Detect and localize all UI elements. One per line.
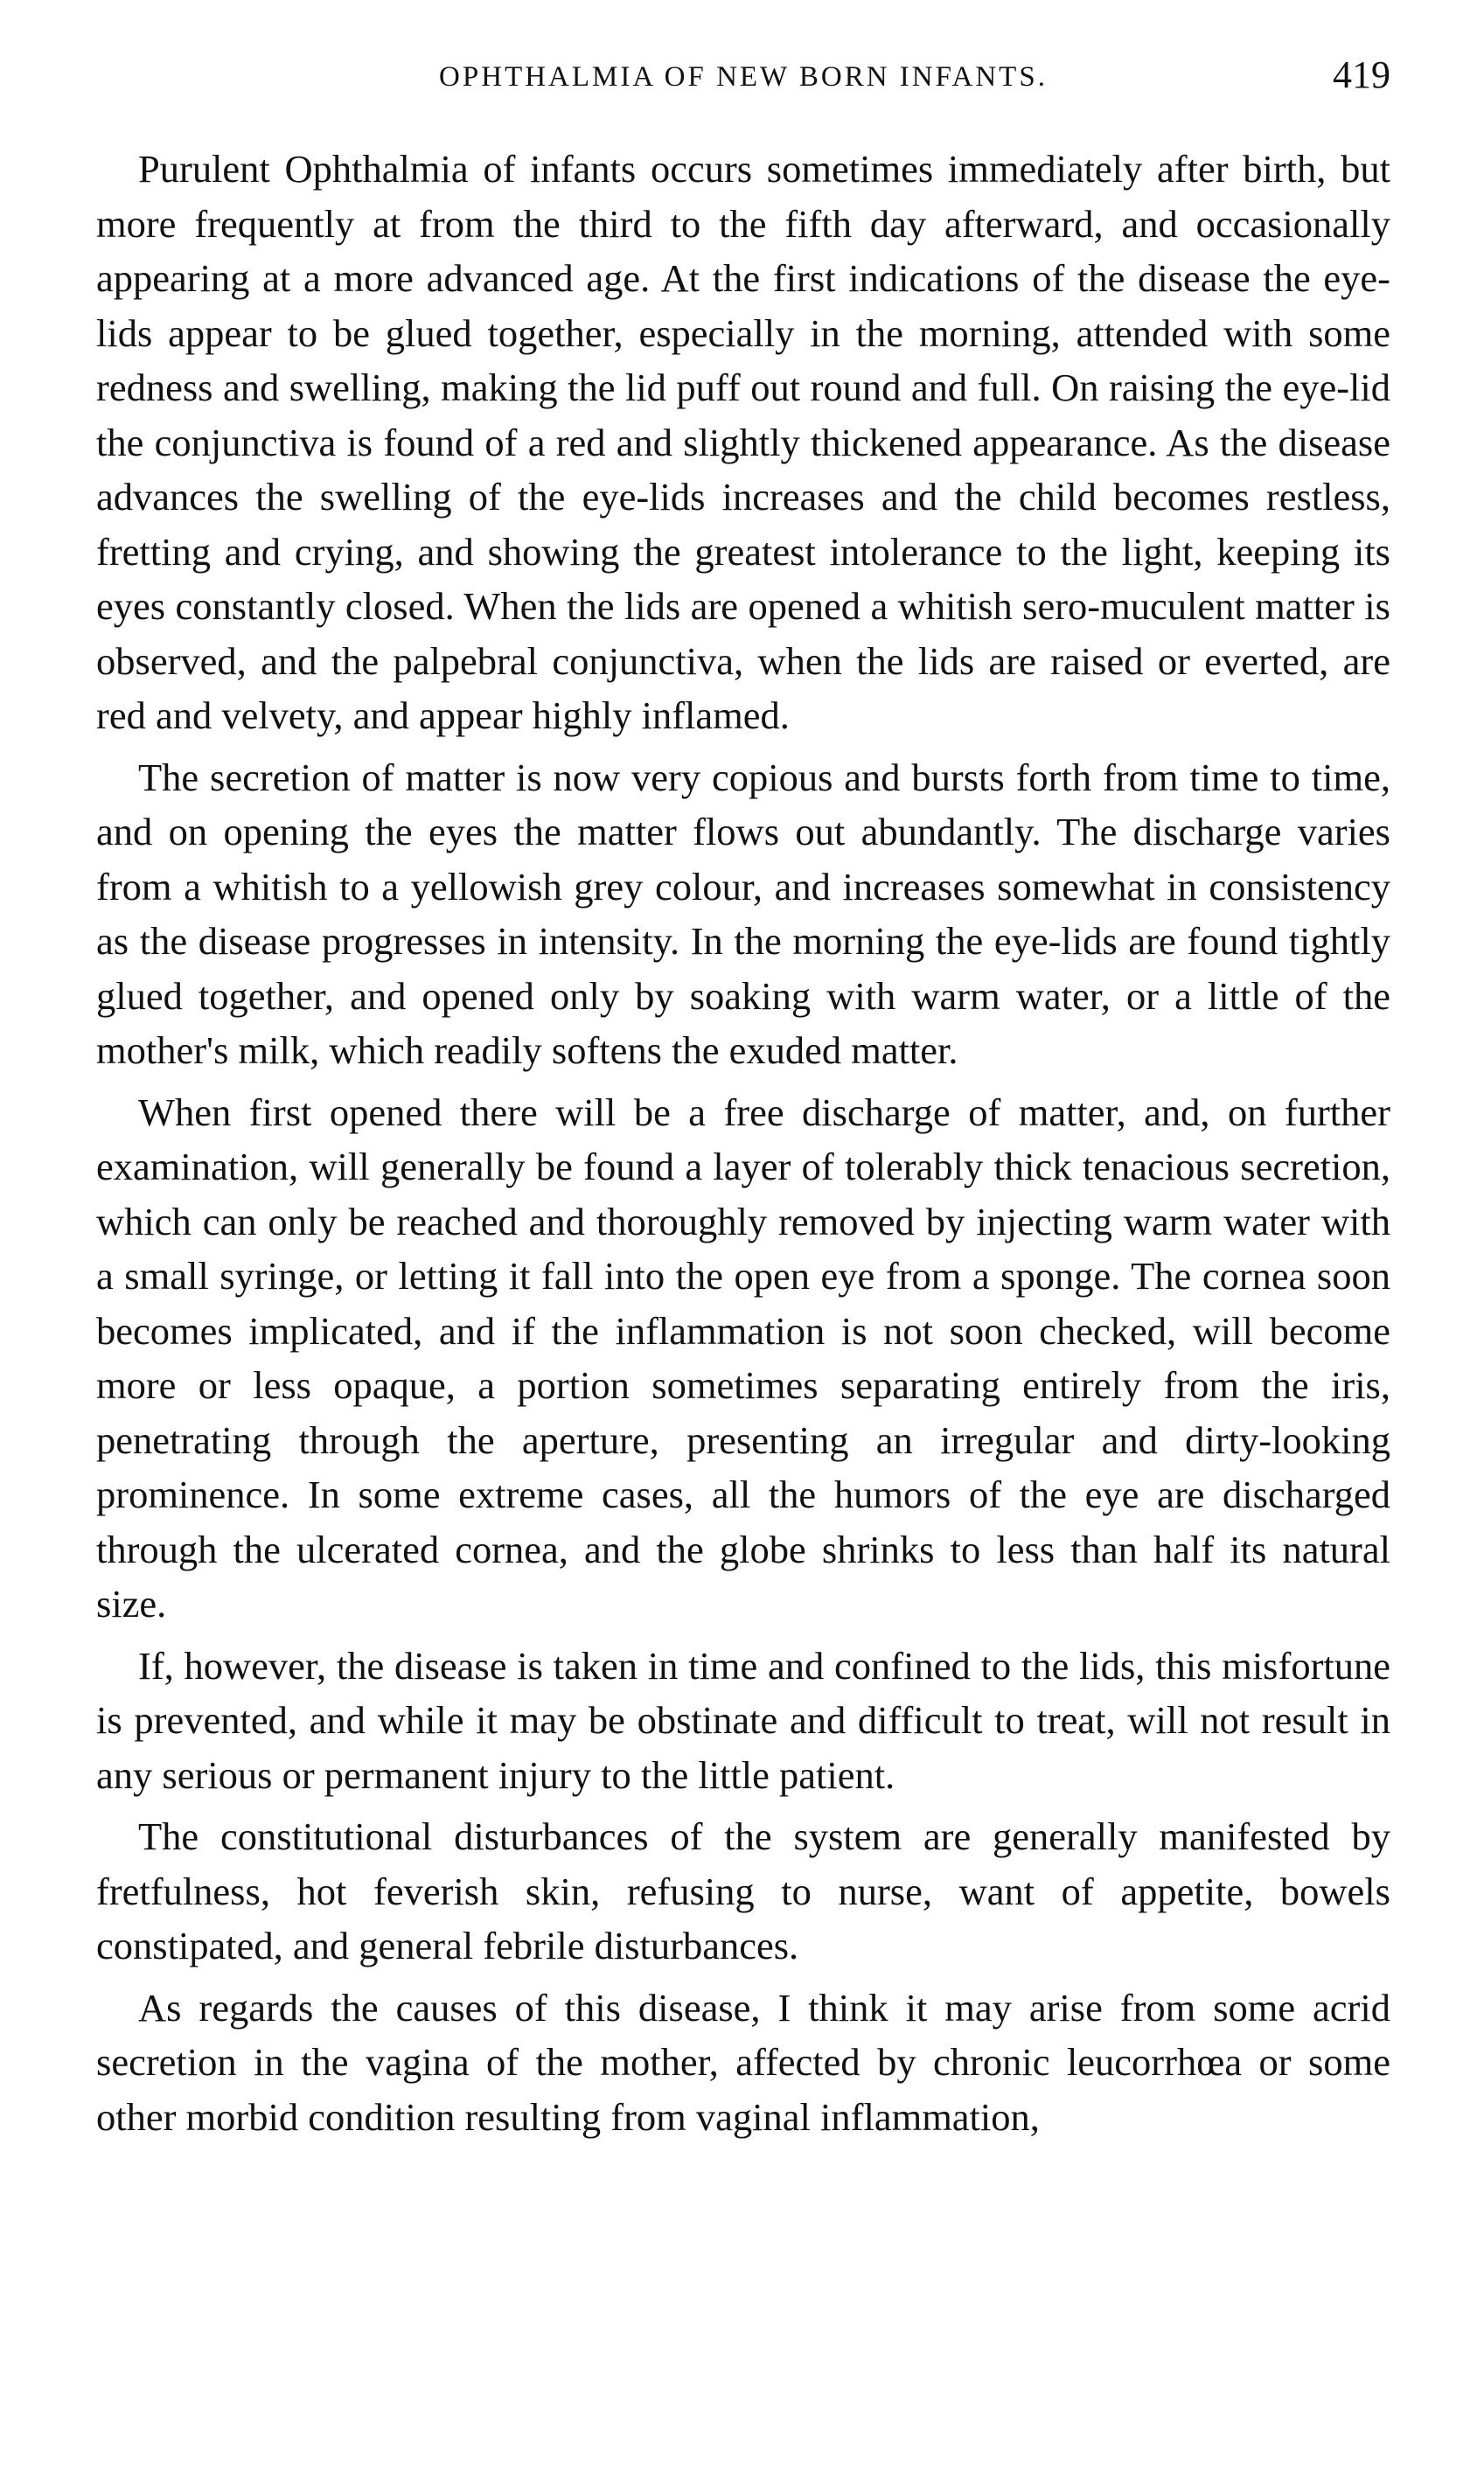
paragraph: If, however, the disease is taken in time and confined to the lids, this misfortune is prevented, and while it may be obstinate and difficult to treat, will not result in any serious or permanent injury to the little patient.	[96, 1643, 1390, 1797]
paragraph: As regards the causes of this disease, I think it may arise from some acrid secretion in the vagina of the mother, affected by chronic leucorrhœa or some other morbid condition resulting from vaginal inflammation,	[96, 1985, 1390, 2139]
body-text	[96, 142, 1390, 2144]
paragraph: Purulent Ophthalmia of infants occurs sometimes immediately after birth, but more frequently at from the third to the fifth day afterward, and occasionally appearing at a more advanced age. At the first indications of the disease the eye-lids appear to be glued together, especially in the morning, attended with some redness and swelling, making the lid puff out round and full. On raising the eye-lid the conjunctiva is found of a red and slightly thickened appearance. As the disease advances the swelling of the eye-lids increases and the child becomes restless, fretting and crying, and showing the greatest intolerance to the light, keeping its eyes constantly closed. When the lids are opened a whitish sero-muculent matter is observed, and the palpebral conjunctiva, when the lids are raised or everted, are red and velvety, and appear highly inflamed.	[96, 147, 1390, 737]
page-number: 419	[1333, 53, 1390, 96]
running-title: OPHTHALMIA OF NEW BORN INFANTS.	[439, 61, 1048, 93]
paragraph: The constitutional disturbances of the system are generally manifested by fretfulness, hot feverish skin, refusing to nurse, want of appetite, bowels constipated, and general febrile disturbances.	[96, 1814, 1390, 1967]
paragraph: The secretion of matter is now very copious and bursts forth from time to time, and on opening the eyes the matter flows out abundantly. The discharge varies from a whitish to a yellowish grey colour, and increases somewhat in consistency as the disease progresses in intensity. In the morning the eye-lids are found tightly glued together, and opened only by soaking with warm water, or a little of the mother's milk, which readily softens the exuded matter.	[96, 755, 1390, 1072]
running-head	[96, 52, 1390, 105]
paragraph: When first opened there will be a free discharge of matter, and, on further examination, will generally be found a layer of tolerably thick tenacious secretion, which can only be reached and thoroughly removed by injecting warm water with a small syringe, or letting it fall into the open eye from a sponge. The cornea soon becomes implicated, and if the inflammation is not soon checked, will become more or less opaque, a portion sometimes separating entirely from the iris, penetrating through the aperture, presenting an irregular and dirty-looking prominence. In some extreme cases, all the humors of the eye are discharged through the ulcerated cornea, and the globe shrinks to less than half its natural size.	[96, 1090, 1390, 1626]
